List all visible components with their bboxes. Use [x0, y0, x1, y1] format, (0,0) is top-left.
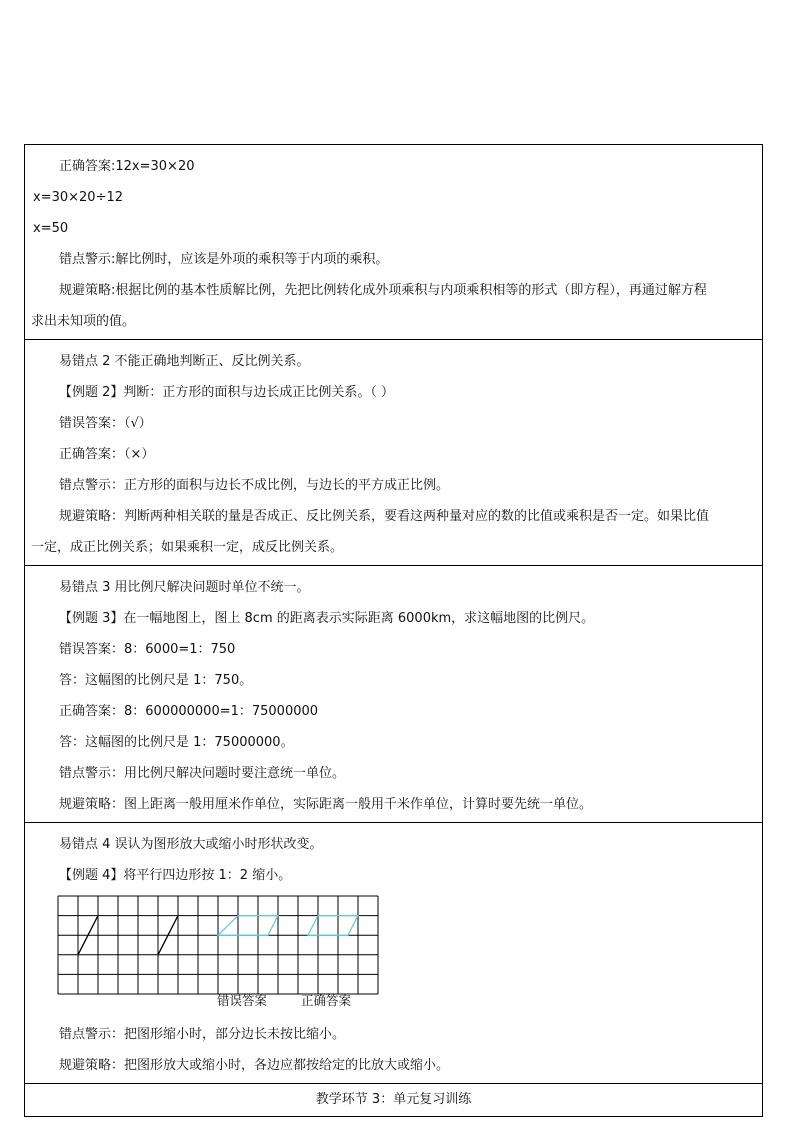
example-text: 【例题 3】在一幅地图上，图上 8cm 的距离表示实际距离 6000km，求这幅地图的比例尺。 [59, 611, 595, 626]
wrong-answer: 错误答案：（√） [59, 416, 152, 431]
warning-text: 错点警示：用比例尺解决问题时要注意统一单位。 [59, 766, 346, 781]
correct-answer: 正确答案：8：600000000=1：75000000 [59, 704, 319, 719]
correct-answer-equation: 正确答案:12x=30×20 [59, 159, 195, 174]
strategy-text: 规避策略：图上距离一般用厘米作单位，实际距离一般用千米作单位，计算时要先统一单位。 [59, 797, 593, 812]
example-text: 【例题 2】判断：正方形的面积与边长成正比例关系。（ ） [59, 385, 395, 400]
footer-title: 教学环节 3：单元复习训练 [315, 1092, 472, 1107]
section-3 [25, 566, 762, 823]
section-1 [25, 145, 762, 340]
strategy-text: 规避策略：把图形放大或缩小时，各边应都按给定的比放大或缩小。 [59, 1058, 450, 1073]
solution-step-2: x=30×20÷12 [33, 190, 123, 205]
warning-text: 错点警示:解比例时，应该是外项的乘积等于内项的乘积。 [59, 252, 389, 267]
example-text: 【例题 4】将平行四边形按 1：2 缩小。 [59, 868, 292, 883]
wrong-answer: 错误答案：8：6000=1：750 [59, 642, 236, 657]
grid-figure [57, 895, 379, 995]
section-title: 易错点 2 不能正确地判断正、反比例关系。 [59, 354, 310, 369]
wrong-answer-parallelogram [218, 916, 278, 936]
strategy-text: 规避策略：判断两种相关联的量是否成正、反比例关系，要看这两种量对应的数的比值或乘积是否一定。如果比值 [59, 509, 710, 524]
section-title: 易错点 3 用比例尺解决问题时单位不统一。 [59, 580, 310, 595]
strategy-text: 规避策略:根据比例的基本性质解比例，先把比例转化成外项乘积与内项乘积相等的形式（即方程），再通过解方程 [59, 283, 707, 298]
strategy-text-cont: 一定，成正比例关系；如果乘积一定，成反比例关系。 [31, 540, 344, 555]
content-table [24, 144, 763, 1117]
section-4 [25, 823, 762, 1084]
wrong-answer-reply: 答：这幅图的比例尺是 1：750。 [59, 673, 253, 688]
grid-lines [58, 896, 378, 994]
strategy-text-cont: 求出未知项的值。 [31, 314, 136, 329]
footer-row [25, 1084, 762, 1116]
solution-step-3: x=50 [33, 221, 69, 236]
section-title: 易错点 4 误认为图形放大或缩小时形状改变。 [59, 837, 323, 852]
correct-answer-parallelogram [308, 916, 358, 936]
correct-answer: 正确答案：（×） [59, 447, 155, 462]
caption-correct-answer: 正确答案 [301, 993, 352, 1008]
warning-text: 错点警示：正方形的面积与边长不成比例，与边长的平方成正比例。 [59, 478, 450, 493]
caption-wrong-answer: 错误答案 [217, 993, 268, 1008]
warning-text: 错点警示：把图形缩小时，部分边长未按比缩小。 [59, 1027, 346, 1042]
correct-answer-reply: 答：这幅图的比例尺是 1：75000000。 [59, 735, 294, 750]
parallelogram-figure [57, 891, 754, 1019]
section-2 [25, 340, 762, 566]
